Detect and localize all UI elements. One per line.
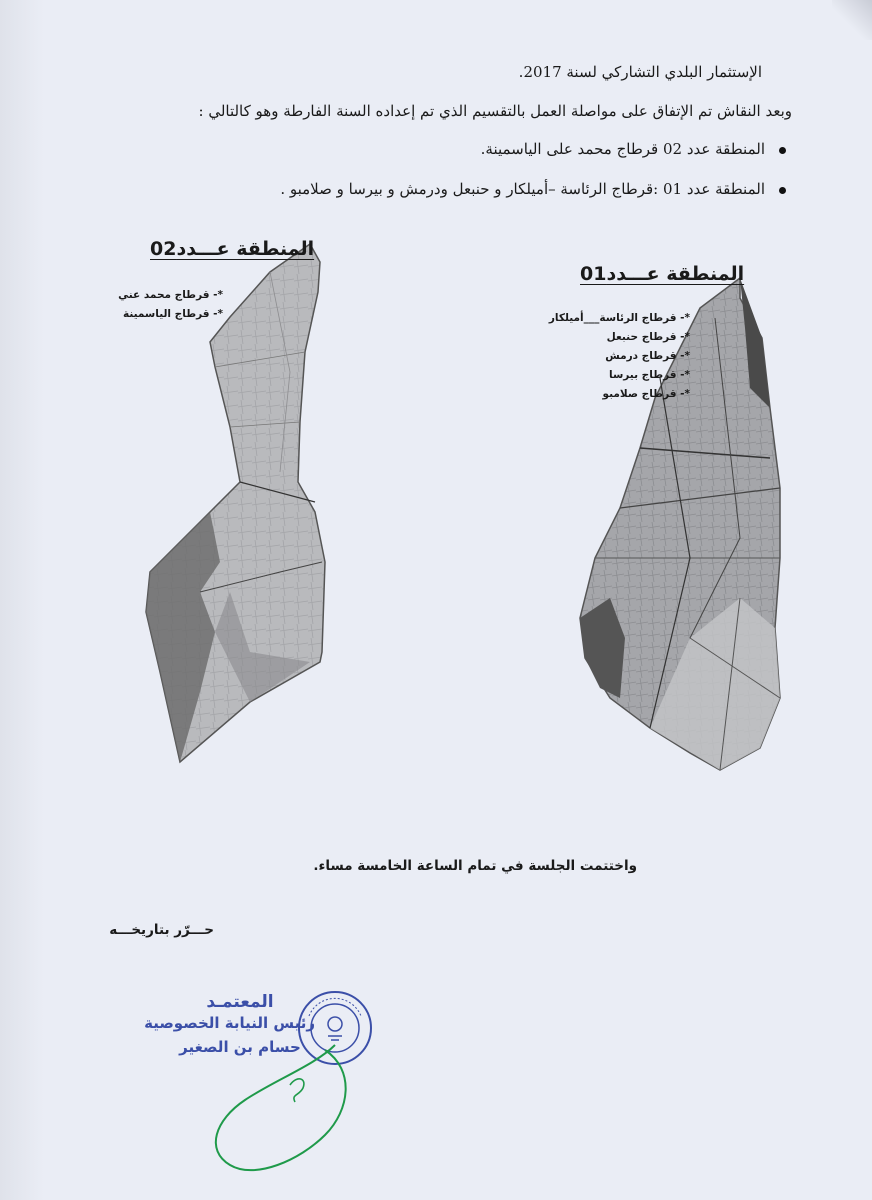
scan-corner <box>832 0 872 40</box>
paragraph-line-1: الإستثمار البلدي التشاركي لسنة 2017. <box>518 63 762 81</box>
signature-name: حسام بن الصغير <box>179 1038 301 1056</box>
zone-01-item: *- قرطاج بيرسا <box>609 369 690 381</box>
zone-01-item: *- قرطاج حنبعل <box>606 331 690 343</box>
bullet-text: المنطقة عدد 02 قرطاج محمد على الياسمينة. <box>480 140 765 158</box>
paragraph-line-2: وبعد النقاش تم الإتفاق على مواصلة العمل بالتقسيم الذي تم إعداده السنة الفارطة وهو كالتالي : <box>198 102 792 120</box>
zone-01-title: المنطقة عـــدد01 <box>580 263 745 285</box>
bullet-item-zone-02 <box>481 140 786 158</box>
zone-02-item: *- قرطاج الياسمينة <box>122 308 223 320</box>
bullet-dot-icon <box>779 147 786 154</box>
zone-01-list <box>530 309 690 404</box>
bullet-dot-icon <box>779 187 786 194</box>
bullet-text: المنطقة عدد 01 :قرطاج الرئاسة –أميلكار و حنبعل ودرمش و بيرسا و صلامبو . <box>280 180 765 198</box>
signature-title: المعتمـد <box>206 992 274 1012</box>
handwritten-signature-icon <box>205 1030 365 1180</box>
zone-01-item: *- قرطاج صلامبو <box>602 388 690 400</box>
zone-01-item: *- قرطاج درمش <box>605 350 690 362</box>
closing-statement: واختتمت الجلسة في تمام الساعة الخامسة مساء. <box>313 858 637 874</box>
zone-01-item: *- قرطاج الرئاسة___أميلكار <box>548 312 690 324</box>
signature-role: رئيس النيابة الخصوصية <box>144 1014 315 1032</box>
drafted-on-date: حـــرّر بتاريخـــه <box>109 922 214 938</box>
zone-02-title: المنطقة عـــدد02 <box>150 238 315 260</box>
zone-02-list <box>113 286 223 324</box>
bullet-item-zone-01 <box>280 180 786 198</box>
scan-shadow <box>0 0 44 1200</box>
zone-02-item: *- قرطاج محمد عني <box>118 289 223 301</box>
